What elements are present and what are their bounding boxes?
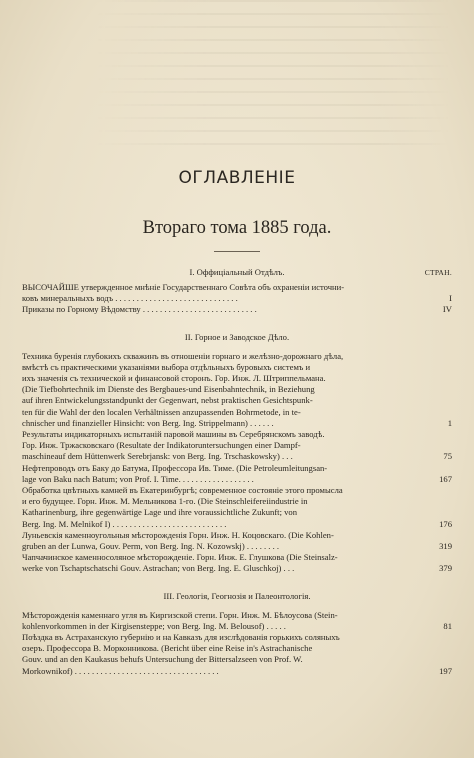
table-of-contents — [22, 168, 452, 683]
entry-line: maschineauf dem Hüttenwerk Serebrjansk: von Berg. Ing. Trschaskowsky) . . . — [22, 451, 293, 462]
entry-line: озеръ. Профессора В. Морконникова. (Bericht über eine Reise in's Astrachanische — [22, 643, 313, 654]
entry-page-number: 167 — [439, 473, 452, 484]
entry-line: Приказы по Горному Вѣдомству . . . . . . . . . . . . . . . . . . . . . . . . . . . — [22, 304, 257, 315]
entry-line: ихъ значенія съ технической и финансовой сторонъ. Гор. Инж. Л. Штриппельмана. — [22, 373, 326, 384]
entry-line: и его будущее. Горн. Инж. М. Мельникова 1-го. (Die Steinschleifereiindustrie in — [22, 496, 308, 507]
entry-line: Нефтепроводъ отъ Баку до Батума, Профессора Ив. Тиме. (Die Petroleumleitungsan- — [22, 462, 328, 473]
entry-line: Berg. Ing. M. Melnikof I) . . . . . . . . . . . . . . . . . . . . . . . . . . . — [22, 518, 227, 529]
section-heading — [22, 331, 452, 344]
toc-entry — [22, 351, 452, 429]
toc-entry — [22, 632, 452, 677]
entry-line: Чапчачинское каменносоляное мѣсторожденіе. Горн. Инж. Е. Глушкова (Die Steinsalz- — [22, 552, 338, 563]
entry-line: lage von Baku nach Batum; von Prof. I. Time. . . . . . . . . . . . . . . . . . — [22, 473, 254, 484]
section-mining — [22, 331, 452, 575]
entry-line: Гор. Инж. Тржасковскаго (Resultate der Indikatoruntersuchungen einer Dampf- — [22, 440, 301, 451]
entry-line: вмѣстѣ съ практическими указаніями выбора отдѣльныхъ буровыхъ системъ и — [22, 361, 311, 372]
entry-page-number: 197 — [439, 665, 452, 676]
entry-line: werke von Tschaptschatschi Gouv. Astrachan; von Berg. Ing. E. Gluschkoj) . . . — [22, 563, 295, 574]
entry-line: chnischer und finanzieller Hinsicht: von Berg. Ing. Strippelmann) . . . . . . — [22, 417, 274, 428]
entry-page-number: 379 — [439, 563, 452, 574]
entry-line: gruben an der Lunwa, Gouv. Perm, von Berg. Ing. N. Kozowskj) . . . . . . . . — [22, 541, 280, 552]
toc-entry — [22, 552, 452, 574]
toc-entry — [22, 282, 452, 304]
section-title: II. Горное и Заводское Дѣло. — [184, 331, 290, 342]
entry-line: Katharinenburg, ihre gegenwärtige Lage und ihre voraussichtliche Zukunft; von — [22, 507, 297, 518]
toc-entry — [22, 530, 452, 552]
page-title: ОГЛАВЛЕНІЕ — [178, 168, 296, 188]
entry-line: Результаты индикаторныхъ испытаній паровой машины въ Серебрянскомъ заводѣ. — [22, 429, 325, 440]
toc-entry — [22, 485, 452, 530]
section-heading — [22, 590, 452, 603]
title-divider — [214, 251, 260, 252]
entry-page-number: 319 — [439, 541, 452, 552]
entry-line: Обработка цвѣтныхъ камней въ Екатеринбургѣ; современное состояніе этого промысла — [22, 485, 343, 496]
section-heading — [22, 266, 452, 279]
toc-entry — [22, 463, 452, 485]
entry-line: ковъ минеральныхъ водъ . . . . . . . . . . . . . . . . . . . . . . . . . . . . . — [22, 293, 238, 304]
entry-line: Луньевскія каменноугольныя мѣсторожденія Горн. Инж. Н. Коцовскаго. (Die Kohlen- — [22, 529, 334, 540]
entry-line: Morkownikof) . . . . . . . . . . . . . . . . . . . . . . . . . . . . . . . . . . — [22, 665, 219, 676]
entry-page-number: IV — [442, 304, 452, 315]
section-official — [22, 266, 452, 316]
entry-line: auf ihren Entwickelungsstandpunkt der Gegenwart, nebst praktischen Gesichtspunk- — [22, 395, 313, 406]
toc-entry — [22, 304, 452, 315]
entry-line: (Die Tiefbohrtechnik im Dienste des Bergbaues-und Eisenbahntechnik, in Beziehung — [22, 384, 315, 395]
toc-entry — [22, 429, 452, 463]
entry-line: Gouv. und an den Kaukasus behufs Untersuchung der Bittersalzseen von Prof. W. — [22, 654, 303, 665]
entry-line: Поѣздка въ Астраханскую губернію и на Кавказъ для изслѣдованія горькихъ соляныхъ — [22, 632, 340, 643]
page-subtitle: Втораго тома 1885 года. — [142, 218, 332, 238]
bleed-through-text — [0, 0, 474, 150]
entry-page-number: 1 — [447, 417, 452, 428]
entry-page-number: 176 — [439, 518, 452, 529]
entry-line: ВЫСОЧАЙШЕ утвержденное мнѣніе Государственнаго Совѣта объ охраненіи источни- — [22, 282, 345, 292]
section-title: I. Оффиціальный Отдѣлъ. — [189, 267, 285, 277]
entry-page-number: 75 — [443, 451, 452, 462]
section-title: III. Геологія, Геогнозія и Палеонтологія. — [163, 590, 311, 601]
entry-page-number: I — [449, 293, 452, 304]
entry-line: Мѣсторожденія каменнаго угля въ Киргизской степи. Горн. Инж. М. Бѣлоусова (Stein- — [22, 609, 338, 620]
entry-line: kohlenvorkommen in der Kirgisensteppe; von Berg. Ing. M. Belousof) . . . . . — [22, 620, 286, 631]
page-column-header: СТРАН. — [424, 268, 452, 277]
toc-entry — [22, 610, 452, 632]
section-geology — [22, 590, 452, 677]
entry-line: ten für die Wahl der den localen Verhältnissen anzupassenden Bohrmetode, in te- — [22, 406, 301, 417]
entry-line: Техника буренія глубокихъ скважинъ въ отношеніи горнаго и желѣзно-дорожнаго дѣла, — [22, 350, 344, 361]
entry-page-number: 81 — [443, 620, 452, 631]
